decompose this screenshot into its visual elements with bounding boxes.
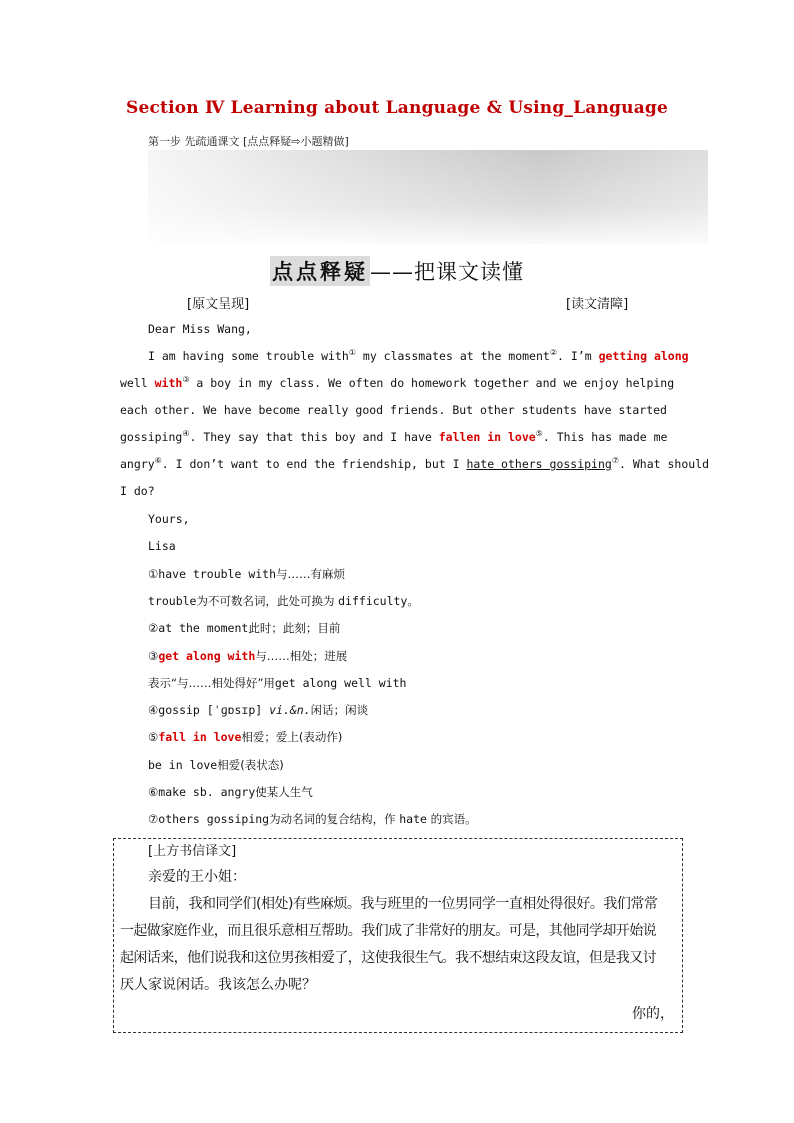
banner-image (148, 150, 708, 244)
note-1: ①have trouble with与……有麻烦 (148, 567, 346, 581)
label-interpretation: [读文清障] (566, 297, 629, 312)
page-title: Section Ⅳ Learning about Language & Using_Language (125, 98, 669, 118)
translation-line-2: 一起做家庭作业，而且很乐意相互帮助。我们成了非常好的朋友。可是，其他同学却开始说 (120, 923, 656, 939)
note-4: ③get along with与……相处；进展 (148, 649, 348, 663)
translation-label: [上方书信译文] (148, 844, 237, 859)
note-6: ④gossip [ˈɡɒsɪp] vi.&n.闲话；闲谈 (148, 703, 369, 717)
note-5: 表示“与……相处得好”用get along well with (148, 676, 407, 690)
heading-boxed-text: 点点释疑 (270, 256, 370, 286)
note-8: be in love相爱(表状态) (148, 758, 284, 772)
note-7: ⑤fall in love相爱；爱上(表动作) (148, 730, 343, 744)
letter-line-2: well with③ a boy in my class. We often do homework together and we enjoy helping (120, 375, 675, 390)
note-10: ⑦others gossiping为动名词的复合结构，作 hate 的宾语。 (148, 812, 477, 826)
translation-line-3: 起闲话来，他们说我和这位男孩相爱了，这使我很生气。我不想结束这段友谊，但是我又讨 (120, 950, 656, 966)
heading-rest-text: ——把课文读懂 (370, 260, 524, 284)
translation-greeting: 亲爱的王小姐： (148, 869, 246, 885)
label-original: [原文呈现] (187, 297, 250, 312)
section-heading (0, 256, 794, 286)
letter-closing: Yours, (148, 512, 190, 526)
phrase-fallen-in-love: fallen in love (438, 430, 536, 444)
phrase-with: with (154, 376, 183, 390)
step-label: 第一步 先疏通课文 [点点释疑⇨小题精做] (148, 135, 349, 148)
translation-closing: 你的， (632, 1006, 674, 1022)
note-9: ⑥make sb. angry使某人生气 (148, 785, 313, 799)
letter-line-6: I do? (120, 484, 155, 498)
letter-greeting: Dear Miss Wang, (148, 322, 252, 336)
note-2: trouble为不可数名词，此处可换为 difficulty。 (148, 594, 419, 608)
translation-line-4: 厌人家说闲话。我该怎么办呢？ (120, 977, 316, 993)
phrase-getting-along: getting along (598, 349, 689, 363)
letter-line-4: gossiping④. They say that this boy and I have fallen in love⑤. This has made me (120, 429, 668, 444)
letter-line-1: I am having some trouble with① my classmates at the moment②. I’m getting along (148, 348, 689, 363)
phrase-hate-others-gossiping: hate others gossiping (466, 457, 612, 471)
letter-line-5: angry⑥. I don’t want to end the friendship, but I hate others gossiping⑦. What should (120, 456, 710, 471)
translation-line-1: 目前，我和同学们(相处)有些麻烦。我与班里的一位男同学一直相处得很好。我们常常 (148, 896, 658, 912)
note-3: ②at the moment此时；此刻；目前 (148, 621, 341, 635)
letter-signature: Lisa (148, 539, 176, 553)
letter-line-3: each other. We have become really good friends. But other students have started (120, 403, 667, 417)
